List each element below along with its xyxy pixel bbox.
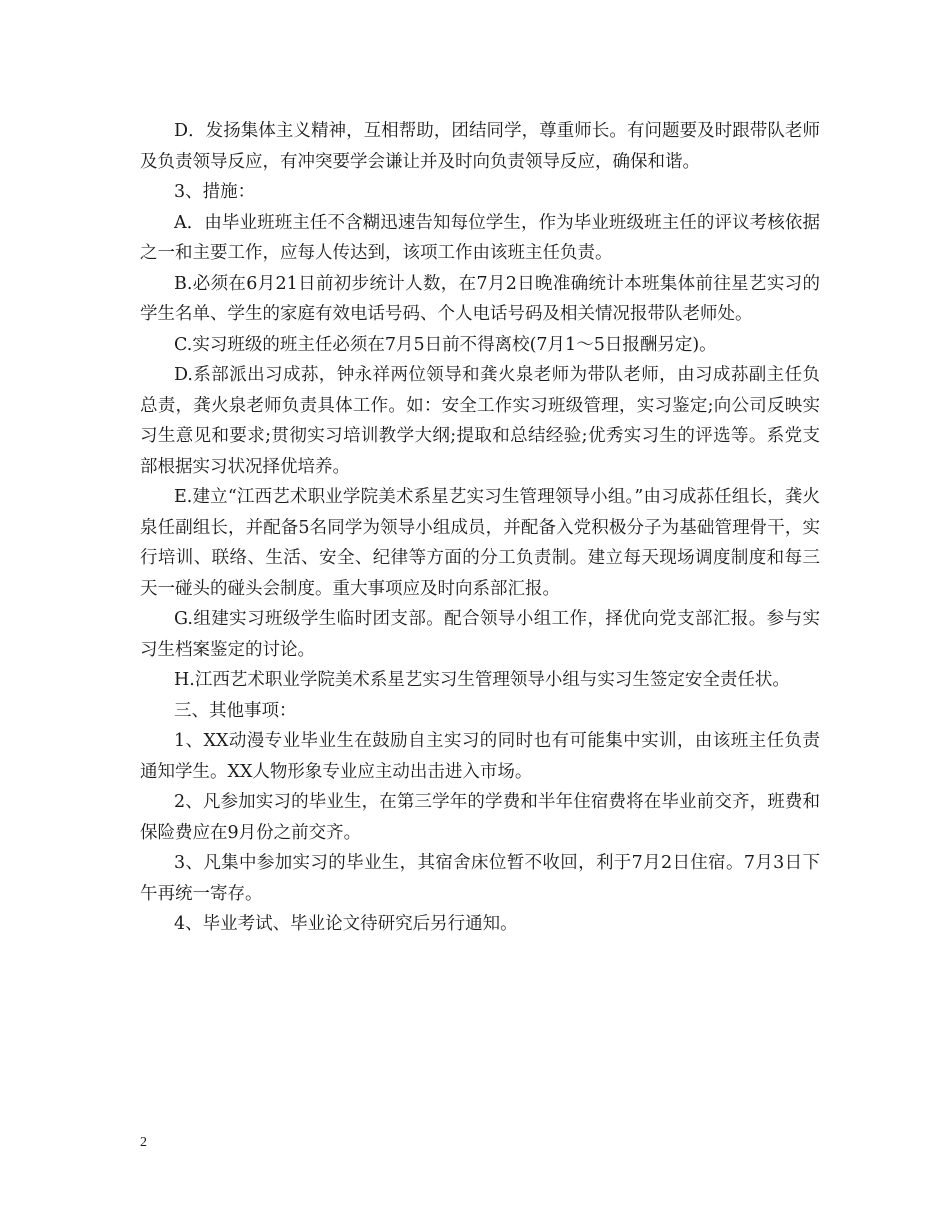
- paragraph: E.建立“江西艺术职业学院美术系星艺实习生管理领导小组。”由习成荪任组长，龚火泉任副组长，并配备5名同学为领导小组成员，并配备入党积极分子为基础管理骨干，实行培训、联络、生活、安全、纪律等方面的分工负责制。建立每天现场调度制度和每三天一碰头的碰头会制度。重大事项应及时向系部汇报。: [140, 487, 820, 599]
- paragraph: D．发扬集体主义精神，互相帮助，团结同学，尊重师长。有问题要及时跟带队老师及负责领导反应，有冲突要学会谦让并及时向负责领导反应，确保和谐。: [140, 121, 820, 172]
- paragraph: H.江西艺术职业学院美术系星艺实习生管理领导小组与实习生签定安全责任状。: [174, 670, 790, 690]
- paragraph: C.实习班级的班主任必须在7月5日前不得离校(7月1～5日报酬另定)。: [174, 334, 717, 355]
- paragraph: A．由毕业班班主任不含糊迅速告知每位学生，作为毕业班级班主任的评议考核依据之一和主要工作，应每人传达到，该项工作由该班主任负责。: [140, 212, 820, 263]
- paragraph: G.组建实习班级学生临时团支部。配合领导小组工作，择优向党支部汇报。参与实习生档案鉴定的讨论。: [140, 609, 820, 660]
- paragraph: 2、凡参加实习的毕业生，在第三学年的学费和半年住宿费将在毕业前交齐，班费和保险费应在9月份之前交齐。: [140, 792, 820, 843]
- section-heading: 三、其他事项：: [174, 700, 297, 721]
- page-number: 2: [140, 1135, 147, 1150]
- document-body: [140, 116, 820, 940]
- section-heading: 3、措施：: [174, 182, 256, 202]
- paragraph: D.系部派出习成荪，钟永祥两位领导和龚火泉老师为带队老师，由习成荪副主任负总责，龚火泉老师负责具体工作。如：安全工作实习班级管理，实习鉴定;向公司反映实习生意见和要求;贯彻实习培训教学大纲;提取和总结经验;优秀实习生的评选等。系党支部根据实习状况择优培养。: [140, 365, 820, 477]
- paragraph: 3、凡集中参加实习的毕业生，其宿舍床位暂不收回，利于7月2日住宿。7月3日下午再统一寄存。: [140, 853, 820, 904]
- paragraph: 4、毕业考试、毕业论文待研究后另行通知。: [174, 914, 518, 934]
- paragraph: B.必须在6月21日前初步统计人数，在7月2日晚准确统计本班集体前往星艺实习的学生名单、学生的家庭有效电话号码、个人电话号码及相关情况报带队老师处。: [140, 273, 820, 324]
- paragraph: 1、XX动漫专业毕业生在鼓励自主实习的同时也有可能集中实训，由该班主任负责通知学生。XX人物形象专业应主动出击进入市场。: [140, 731, 820, 782]
